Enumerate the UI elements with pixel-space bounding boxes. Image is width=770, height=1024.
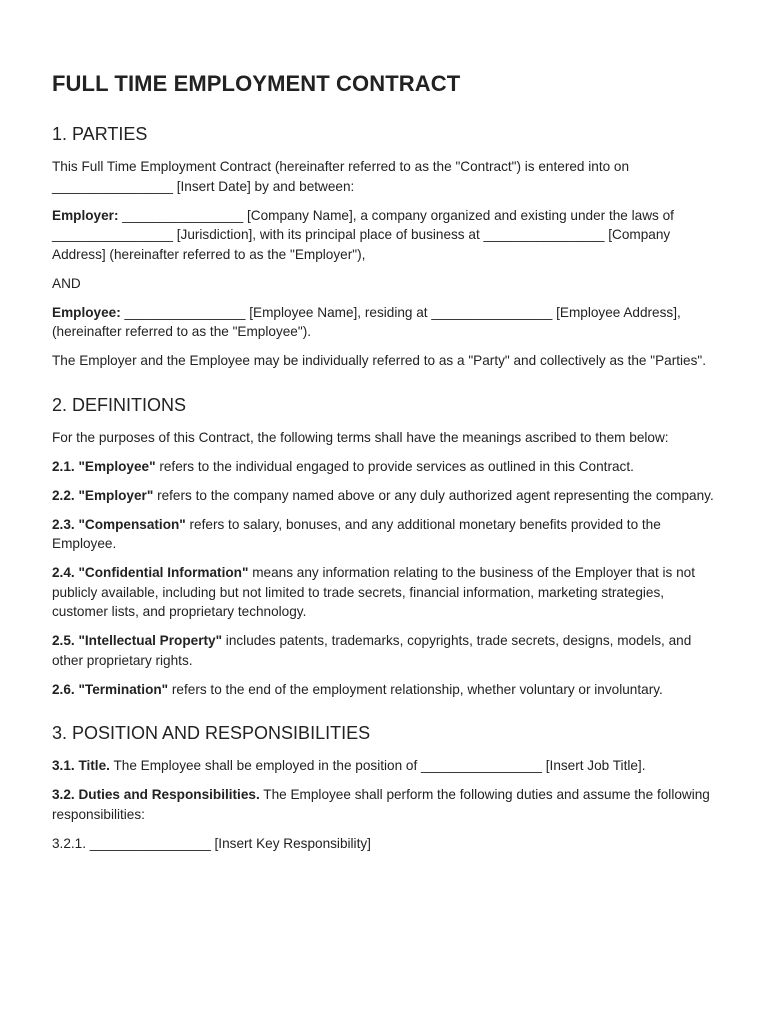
- definition-item: [52, 515, 718, 554]
- definition-label: 2.4. "Confidential Information": [52, 565, 249, 580]
- section-heading-parties: 1. PARTIES: [52, 124, 148, 144]
- definition-text: refers to the company named above or any duly authorized agent representing the company.: [153, 487, 714, 503]
- duties-clause: [52, 785, 718, 824]
- definition-text: refers to the individual engaged to provide services as outlined in this Contract.: [155, 458, 634, 474]
- document-title: FULL TIME EMPLOYMENT CONTRACT: [52, 71, 461, 96]
- definition-text: includes patents, trademarks, copyrights, trade secrets, designs, models, and other proprietary rights.: [52, 633, 692, 668]
- duties-clause-text: The Employee shall perform the following duties and assume the following responsibilities:: [52, 787, 710, 822]
- definition-item: [52, 631, 718, 670]
- definition-item: [52, 457, 718, 477]
- definition-text: refers to the end of the employment relationship, whether voluntary or involuntary.: [168, 681, 663, 697]
- definition-label: 2.2. "Employer": [52, 487, 154, 503]
- employer-paragraph: [52, 206, 718, 265]
- definition-label: 2.3. "Compensation": [52, 516, 186, 532]
- definition-label: 2.6. "Termination": [52, 681, 169, 697]
- employee-label: Employee:: [52, 304, 121, 320]
- definition-item: [52, 486, 718, 506]
- definition-item: [52, 680, 718, 700]
- title-clause-text: The Employee shall be employed in the position of ________________ [Insert Job Title].: [109, 758, 646, 773]
- definition-text: means any information relating to the business of the Employer that is not publicly available, including but not limited to trade secrets, financial information, marketing strategies, customer lists, and proprietary technology.: [52, 565, 695, 619]
- employee-text: ________________ [Employee Name], residing at ________________ [Employee Address], (hereinafter referred to as the "Employee").: [52, 304, 681, 339]
- title-clause: [52, 756, 718, 776]
- employer-text: ________________ [Company Name], a company organized and existing under the laws of ________________ [Jurisdiction], with its principal place of business at ________________ [Company Address] (hereinafter referred to as the "Employer"),: [52, 207, 674, 262]
- definitions-intro: For the purposes of this Contract, the following terms shall have the meanings ascribed to them below:: [52, 429, 669, 445]
- employer-label: Employer:: [52, 207, 119, 223]
- parties-intro: This Full Time Employment Contract (hereinafter referred to as the "Contract") is entered into on ________________ [Insert Date] by and between:: [52, 159, 630, 194]
- definition-item: [52, 563, 718, 622]
- employee-paragraph: [52, 303, 718, 342]
- and-text: AND: [52, 275, 81, 291]
- section-heading-definitions: 2. DEFINITIONS: [52, 394, 187, 415]
- responsibility-item: 3.2.1. ________________ [Insert Key Responsibility]: [52, 835, 371, 851]
- definition-text: refers to salary, bonuses, and any additional monetary benefits provided to the Employee.: [52, 516, 661, 551]
- definition-label: 2.1. "Employee": [52, 458, 156, 474]
- duties-clause-label: 3.2. Duties and Responsibilities.: [52, 787, 260, 802]
- title-clause-label: 3.1. Title.: [52, 758, 110, 773]
- section-heading-position: 3. POSITION AND RESPONSIBILITIES: [52, 723, 371, 743]
- definition-label: 2.5. "Intellectual Property": [52, 633, 223, 648]
- parties-closing: The Employer and the Employee may be individually referred to as a "Party" and collectively as the "Parties".: [52, 353, 706, 368]
